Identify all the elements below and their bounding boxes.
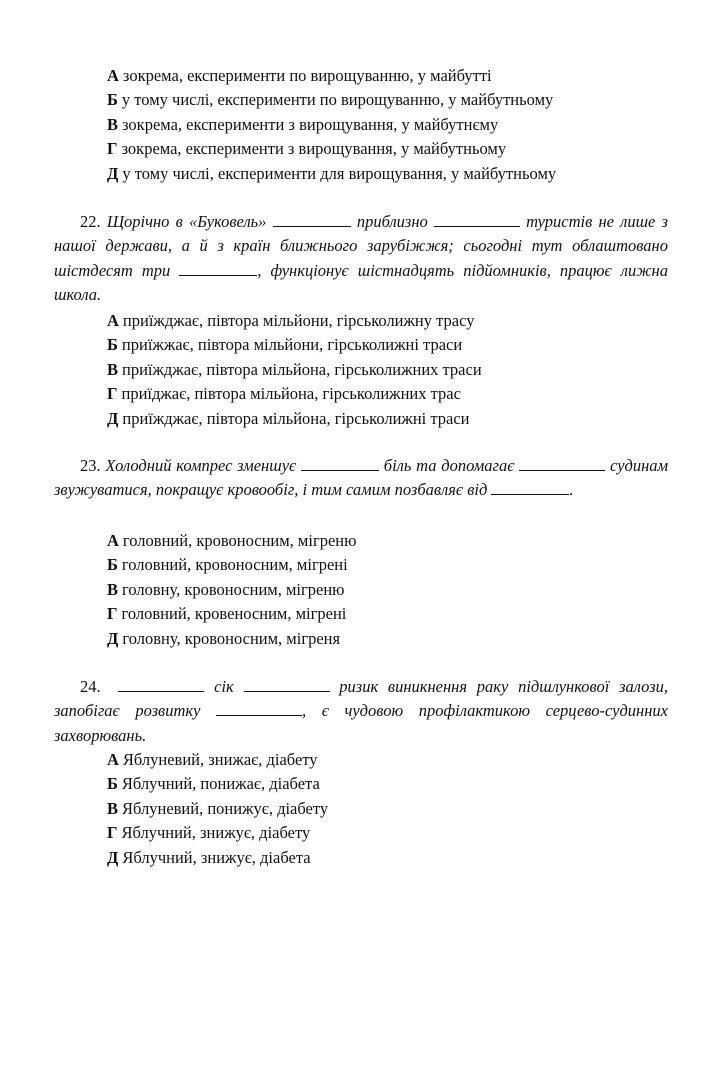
stem-text: Щорічно в «Буковель» (106, 212, 267, 231)
q24-options (107, 748, 682, 870)
stem-text: Холодний компрес зменшує (105, 456, 297, 475)
option-letter: Г (107, 823, 118, 843)
answer-blank (273, 212, 351, 227)
answer-blank (519, 456, 605, 471)
option-letter: А (107, 311, 119, 330)
option-v (107, 797, 682, 821)
option-text: головний, кровоносним, мігрені (121, 555, 348, 575)
option-d (107, 407, 682, 431)
option-letter: А (107, 750, 119, 769)
question-22-stem (54, 210, 668, 308)
option-text: Яблуневий, знижає, діабету (122, 750, 318, 769)
q22-options (107, 309, 682, 431)
option-v (107, 578, 682, 602)
question-number: 22. (80, 212, 101, 231)
option-b (107, 772, 682, 796)
question-23-stem (54, 454, 668, 503)
option-letter: Д (107, 847, 119, 867)
option-text: головну, кровоносним, мігреня (122, 628, 341, 648)
option-text: зокрема, експерименти з вирощування, у майбутньому (121, 139, 507, 159)
answer-blank (118, 677, 204, 692)
option-text: головний, кровоносним, мігреню (122, 531, 357, 550)
option-v (107, 358, 682, 382)
option-letter: Д (107, 408, 119, 428)
answer-blank (179, 261, 257, 276)
option-letter: Г (107, 139, 118, 159)
option-h (107, 821, 682, 845)
option-text: головну, кровоносним, мігреню (122, 579, 345, 599)
option-h (107, 382, 682, 406)
option-letter: В (107, 359, 119, 379)
option-a (107, 748, 682, 772)
answer-blank (491, 480, 569, 495)
option-letter: В (107, 114, 119, 134)
option-a (107, 64, 682, 88)
stem-text: приблизно (356, 212, 428, 231)
option-text: Яблучний, понижає, діабета (121, 774, 320, 794)
option-letter: Б (107, 90, 118, 110)
option-text: зокрема, експерименти з вирощування, у майбутнєму (122, 114, 499, 134)
answer-blank (301, 456, 379, 471)
answer-blank (216, 701, 302, 716)
q23-options (107, 529, 682, 651)
answer-blank (244, 677, 330, 692)
option-letter: А (107, 531, 119, 550)
stem-text: . (569, 480, 574, 500)
option-text: приїжджає, півтора мільйона, гірськолижних траси (122, 359, 482, 379)
option-text: у тому числі, експерименти для вирощування, у майбутньому (122, 163, 557, 183)
stem-text: судинам звужуватися, покращує кровообіг, і тим самим позбавляє від (54, 456, 669, 500)
option-text: приїжжає, півтора мільйони, гірськолижні траси (121, 335, 463, 355)
option-text: зокрема, експерименти по вирощуванню, у майбутті (122, 66, 492, 85)
option-letter: А (107, 66, 119, 85)
option-text: приїжджає, півтора мільйона, гірськолижні траси (122, 408, 470, 428)
q21-options (107, 64, 682, 186)
option-d (107, 627, 682, 651)
option-text: головний, кровеносним, мігрені (121, 604, 347, 624)
answer-blank (434, 212, 520, 227)
stem-text: , функціонує шістнадцять підйомників, працює лижна школа. (54, 260, 668, 305)
option-b (107, 333, 682, 357)
option-letter: Д (107, 628, 119, 648)
stem-text: туристів не лише з нашої держави, а й з країн ближнього зарубіжжя; сьогодні тут облаштовано шістдесят три (54, 212, 668, 280)
option-d (107, 162, 682, 186)
stem-text: , є чудовою профілактикою серцево-судинних захворювань. (54, 701, 668, 745)
option-text: приїжджає, півтора мільйони, гірськолижну трасу (122, 311, 475, 330)
option-letter: Б (107, 335, 118, 355)
stem-text: ризик виникнення раку підшлункової залози, запобігає розвитку (54, 677, 668, 721)
option-letter: Б (107, 774, 118, 794)
option-h (107, 137, 682, 161)
option-a (107, 529, 682, 553)
option-letter: В (107, 798, 119, 818)
stem-text: сік (214, 677, 234, 696)
option-letter: Г (107, 384, 118, 404)
option-text: Яблучний, знижує, діабета (122, 847, 311, 867)
option-text: приїджає, півтора мільйона, гірськолижних трас (121, 384, 461, 404)
option-a (107, 309, 682, 333)
option-text: Яблучний, знижує, діабету (121, 823, 311, 843)
option-letter: Б (107, 555, 118, 575)
option-b (107, 553, 682, 577)
question-number: 23. (80, 456, 101, 475)
question-number: 24. (80, 677, 101, 696)
option-letter: В (107, 579, 119, 599)
option-h (107, 602, 682, 626)
option-d (107, 846, 682, 870)
option-letter: Д (107, 163, 119, 183)
option-v (107, 113, 682, 137)
stem-text: біль та допомагає (383, 456, 515, 475)
option-text: у тому числі, експерименти по вирощуванню, у майбутньому (121, 90, 554, 110)
question-24-stem (54, 675, 668, 748)
option-b (107, 88, 682, 112)
option-letter: Г (107, 604, 118, 624)
option-text: Яблуневий, понижує, діабету (122, 798, 329, 818)
